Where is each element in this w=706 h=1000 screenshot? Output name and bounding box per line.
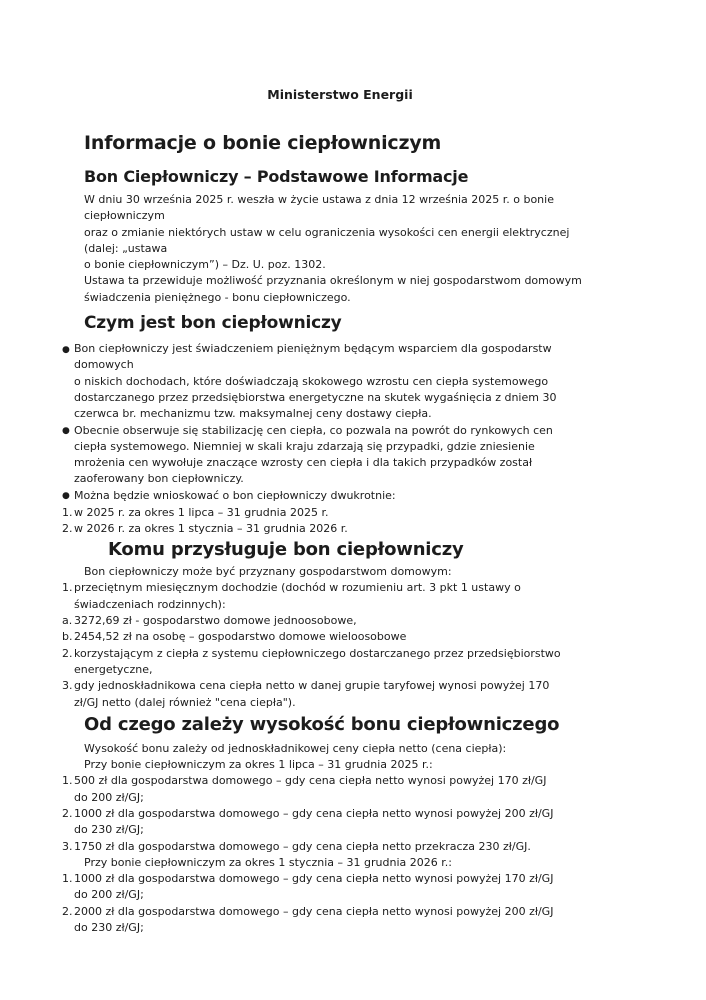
text-line: korzystającym z ciepła z systemu ciepłowniczego dostarczanego przez przedsiębiorstwo (74, 646, 561, 660)
numbered-item-text (74, 678, 666, 711)
list-marker: 1. (62, 774, 73, 788)
numbered-item-text (74, 773, 666, 806)
text-line: zł/GJ netto (dalej również "cena ciepła"). (74, 695, 296, 709)
text-line: dostarczanego przez przedsiębiorstwa energetyczne na skutek wygaśnięcia z dniem 30 (74, 390, 557, 404)
numbered-item (62, 806, 666, 839)
text-line: gdy jednoskładnikowa cena ciepła netto w danej grupie taryfowej wynosi powyżej 170 (74, 679, 550, 693)
bullet-item-text (74, 341, 666, 422)
text-line: 3272,69 zł - gospodarstwo domowe jednoosobowe, (74, 614, 357, 628)
section-heading-who-qualifies: Komu przysługuje bon ciepłowniczy (108, 539, 464, 561)
who-list (62, 580, 666, 710)
text-line: 1000 zł dla gospodarstwa domowego – gdy cena ciepła netto wynosi powyżej 200 zł/GJ (74, 807, 554, 820)
text-line: 500 zł dla gospodarstwa domowego – gdy cena ciepła netto wynosi powyżej 170 zł/GJ (74, 774, 547, 788)
amount-intro (84, 741, 666, 774)
text-line: 1000 zł dla gospodarstwa domowego – gdy cena ciepła netto wynosi powyżej 170 zł/GJ (74, 872, 554, 886)
numbered-item-text (74, 505, 666, 521)
bullet-item (62, 488, 666, 505)
lettered-item (62, 629, 666, 645)
amount-list-2026 (62, 871, 666, 936)
numbered-item (62, 773, 666, 806)
bullet-item (62, 423, 666, 488)
text-line: domowych (74, 358, 134, 372)
list-marker: 1. (62, 581, 73, 595)
text-line: Można będzie wnioskować o bon ciepłowniczy dwukrotnie: (74, 488, 396, 502)
text-line: do 200 zł/GJ; (74, 790, 144, 804)
numbered-item (62, 871, 666, 904)
text-line: 2454,52 zł na osobę – gospodarstwo domowe wieloosobowe (74, 630, 407, 644)
numbered-item-text (74, 871, 666, 904)
text-line: świadczenia pieniężnego - bonu ciepłowniczego. (84, 290, 351, 304)
text-line: Przy bonie ciepłowniczym za okres 1 lipca – 31 grudnia 2025 r.: (84, 758, 433, 772)
text-line: do 230 zł/GJ; (74, 921, 144, 935)
numbered-item-text (74, 904, 666, 937)
text-line: Obecnie obserwuje się stabilizację cen ciepła, co pozwala na powrót do rynkowych cen (74, 423, 553, 437)
numbered-item (62, 904, 666, 937)
text-line: do 230 zł/GJ; (74, 823, 144, 837)
lettered-item (62, 613, 666, 629)
list-marker: 3. (62, 839, 73, 853)
numbered-item (62, 646, 666, 679)
list-marker: b. (62, 630, 73, 644)
section-heading-basic-info: Bon Ciepłowniczy – Podstawowe Informacje (84, 167, 469, 186)
section-heading-what-is: Czym jest bon ciepłowniczy (84, 313, 342, 334)
numbered-item (62, 505, 666, 521)
text-line: w 2026 r. za okres 1 stycznia – 31 grudnia 2026 r. (74, 521, 348, 535)
text-line: w 2025 r. za okres 1 lipca – 31 grudnia 2025 r. (74, 505, 329, 519)
text-line: zaoferowany bon ciepłowniczy. (74, 472, 244, 486)
text-line: 1750 zł dla gospodarstwa domowego – gdy cena ciepła netto przekracza 230 zł/GJ. (74, 839, 531, 853)
bullet-icon: ● (62, 426, 70, 437)
bullet-icon: ● (62, 491, 70, 502)
numbered-item (62, 678, 666, 711)
bullet-item-text (74, 488, 666, 504)
numbered-item-text (74, 806, 666, 839)
list-marker: 1. (62, 505, 73, 519)
list-marker: a. (62, 614, 73, 628)
period-2026-line: Przy bonie ciepłowniczym za okres 1 stycznia – 31 grudnia 2026 r.: (84, 855, 452, 869)
text-line: o bonie ciepłowniczym”) – Dz. U. poz. 1302. (84, 258, 326, 272)
bullet-item-text (74, 423, 666, 488)
list-marker: 2. (62, 646, 73, 660)
numbered-item-text (74, 521, 666, 537)
numbered-item-text (74, 646, 666, 679)
list-marker: 2. (62, 904, 73, 918)
text-line: Bon ciepłowniczy jest świadczeniem pieniężnym będącym wsparciem dla gospodarstw (74, 342, 552, 356)
list-marker: 1. (62, 872, 73, 886)
text-line: świadczeniach rodzinnych): (74, 597, 226, 611)
text-line: W dniu 30 września 2025 r. weszła w życie ustawa z dnia 12 września 2025 r. o bonie (84, 193, 554, 206)
text-line: Ustawa ta przewiduje możliwość przyznania określonym w niej gospodarstwom domowym (84, 274, 582, 288)
bullet-list (62, 341, 666, 537)
text-line: ciepłowniczym (84, 209, 165, 223)
numbered-item (62, 521, 666, 537)
text-line: ciepła systemowego. Niemniej w skali kraju zdarzają się przypadki, gdzie zniesienie (74, 439, 535, 453)
numbered-item-text (74, 839, 666, 855)
bullet-item (62, 341, 666, 422)
text-line: Wysokość bonu zależy od jednoskładnikowej ceny ciepła netto (cena ciepła): (84, 741, 507, 755)
who-intro (84, 564, 666, 580)
bullet-icon: ● (62, 344, 70, 355)
list-marker: 2. (62, 807, 73, 820)
numbered-item (62, 839, 666, 855)
amount-list-2025 (62, 773, 666, 854)
section-heading-amount: Od czego zależy wysokość bonu ciepłowniczego (84, 713, 560, 735)
list-marker: 2. (62, 521, 73, 535)
ministry-header: Ministerstwo Energii (267, 87, 413, 102)
intro-paragraph (84, 192, 666, 306)
lettered-item-text (74, 629, 666, 645)
text-line: (dalej: „ustawa (84, 241, 168, 255)
text-line: o niskich dochodach, które doświadczają skokowego wzrostu cen ciepła systemowego (74, 374, 549, 388)
text-line: 2000 zł dla gospodarstwa domowego – gdy cena ciepła netto wynosi powyżej 200 zł/GJ (74, 904, 554, 918)
text-line: do 200 zł/GJ; (74, 888, 144, 902)
text-line: czerwca br. mechanizmu tzw. maksymalnej ceny dostawy ciepła. (74, 407, 432, 421)
text-line: oraz o zmianie niektórych ustaw w celu ograniczenia wysokości cen energii elektrycznej (84, 225, 570, 239)
text-line: przeciętnym miesięcznym dochodzie (dochód w rozumieniu art. 3 pkt 1 ustawy o (74, 581, 521, 595)
text-line: energetyczne, (74, 662, 153, 676)
text-line: Bon ciepłowniczy może być przyznany gospodarstwom domowym: (84, 565, 452, 579)
list-marker: 3. (62, 679, 73, 693)
page-title: Informacje o bonie ciepłowniczym (84, 132, 442, 154)
numbered-item-text (74, 580, 666, 613)
lettered-item-text (74, 613, 666, 629)
numbered-item (62, 580, 666, 613)
text-line: mrożenia cen wywołuje znaczące wzrosty cen ciepła i dla takich przypadków został (74, 456, 533, 470)
